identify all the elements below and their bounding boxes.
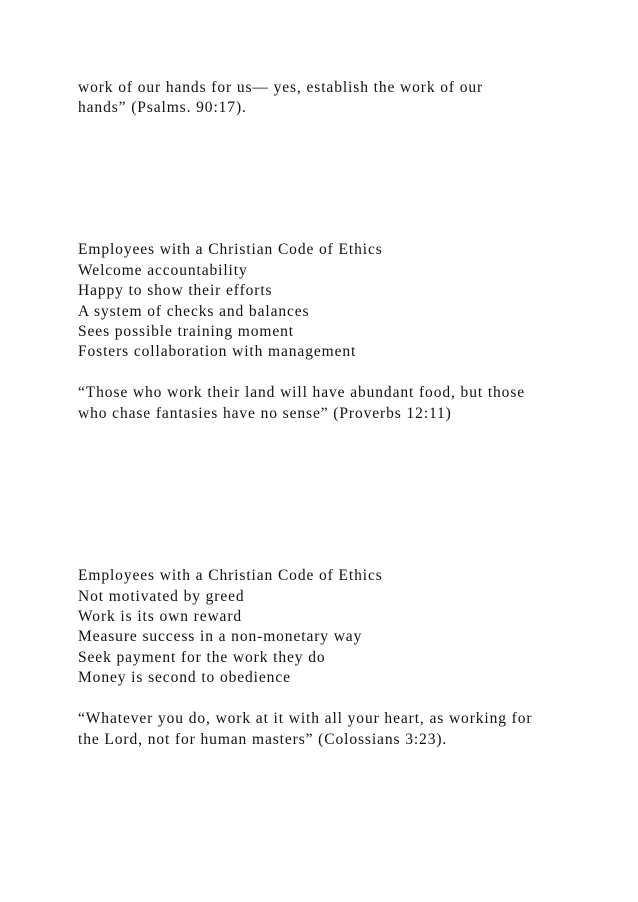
list-item: Welcome accountability [78, 262, 248, 279]
quote-line: who chase fantasies have no sense” (Proverbs 12:11) [78, 405, 452, 422]
list-item: Work is its own reward [78, 608, 243, 625]
list-item: Fosters collaboration with management [78, 343, 357, 360]
section-heading: Employees with a Christian Code of Ethics [78, 567, 383, 584]
section-heading: Employees with a Christian Code of Ethics [78, 241, 383, 258]
list-item: Money is second to obedience [78, 669, 291, 686]
list-item: Happy to show their efforts [78, 282, 273, 299]
quote-line: the Lord, not for human masters” (Colossians 3:23). [78, 731, 448, 748]
list-item: Seek payment for the work they do [78, 649, 326, 666]
list-item: A system of checks and balances [78, 303, 310, 320]
list-item: Measure success in a non-monetary way [78, 628, 363, 645]
list-item: Not motivated by greed [78, 588, 245, 605]
paragraph-line: work of our hands for us— yes, establish the work of our [78, 79, 484, 96]
paragraph-line: hands” (Psalms. 90:17). [78, 99, 247, 116]
list-item: Sees possible training moment [78, 323, 294, 340]
quote-line: “Those who work their land will have abundant food, but those [78, 384, 526, 401]
quote-line: “Whatever you do, work at it with all your heart, as working for [78, 710, 533, 727]
